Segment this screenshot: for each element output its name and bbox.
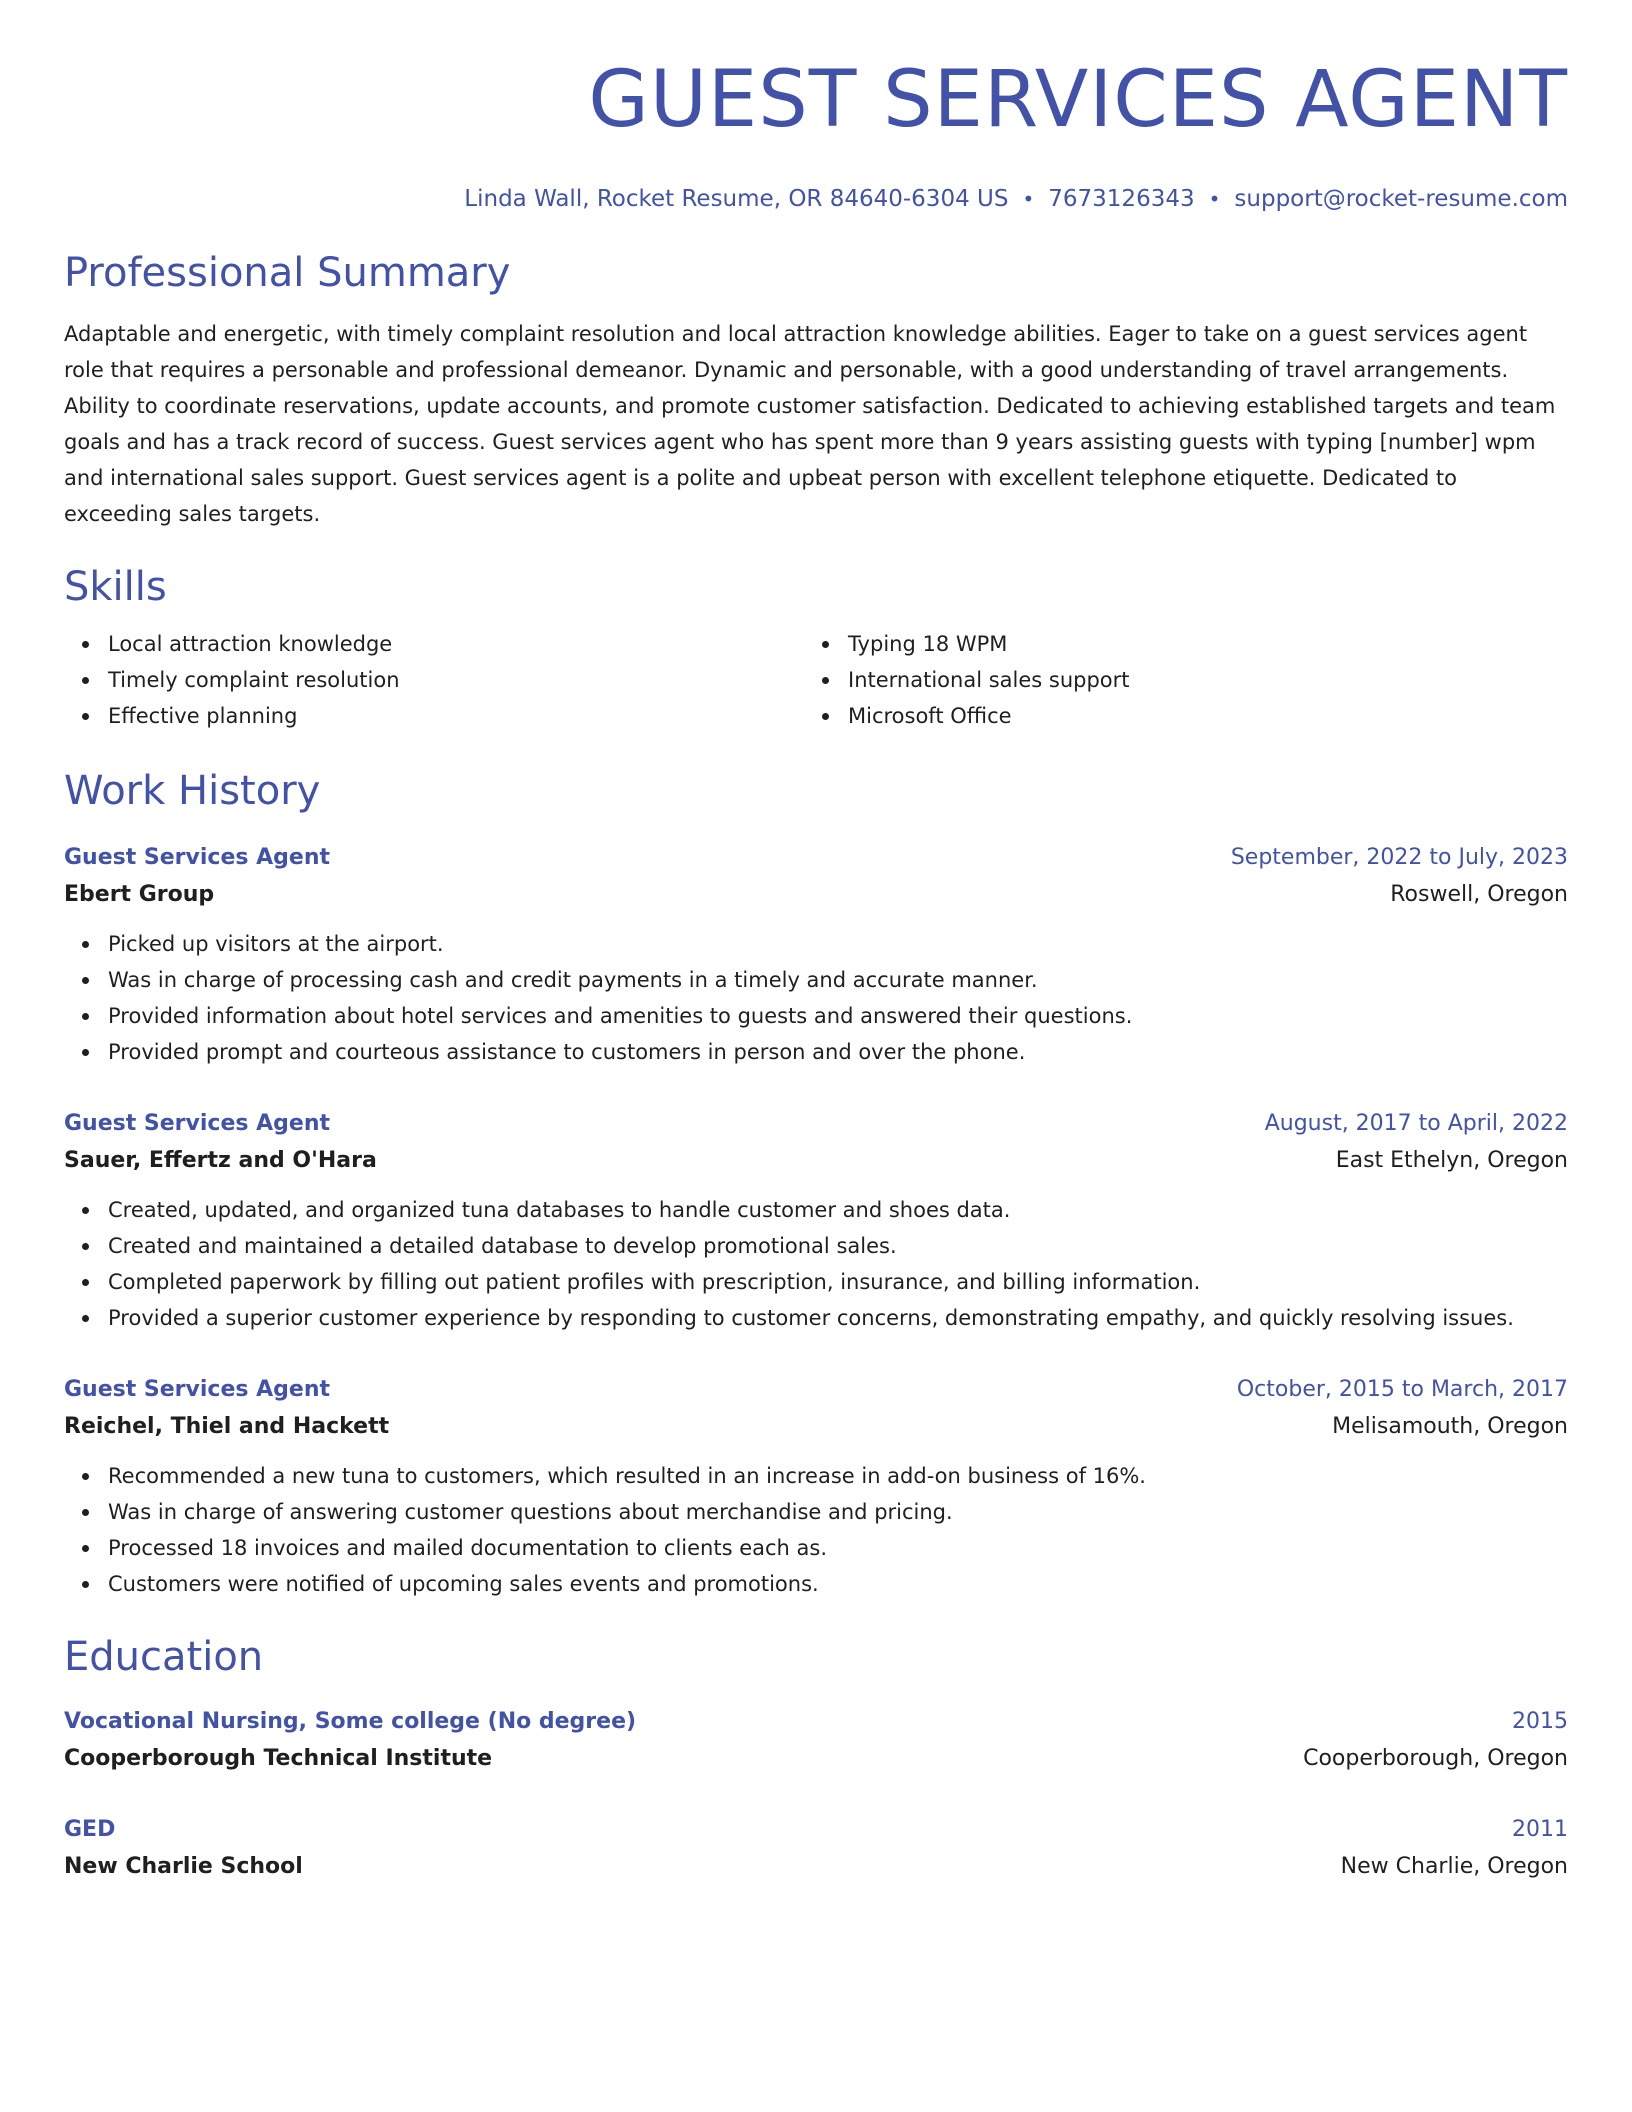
contact-line — [64, 184, 1568, 214]
education-school-row — [64, 1848, 1568, 1886]
job-employer-row — [64, 876, 1568, 914]
education-school: New Charlie School — [64, 1854, 303, 1879]
job-bullets — [64, 926, 1568, 1070]
job-bullet: Picked up visitors at the airport. — [108, 926, 1568, 962]
skill-item: Timely complaint resolution — [108, 662, 804, 698]
education-degree-row — [64, 1704, 1568, 1740]
skills-column-left — [64, 626, 804, 734]
resume-header — [64, 52, 1568, 214]
skills-grid — [64, 626, 1568, 734]
education-entry — [64, 1812, 1568, 1886]
job-employer-row — [64, 1142, 1568, 1180]
job-bullet: Created, updated, and organized tuna databases to handle customer and shoes data. — [108, 1192, 1568, 1228]
section-heading-education: Education — [64, 1634, 264, 1680]
skill-item: Local attraction knowledge — [108, 626, 804, 662]
section-heading-skills: Skills — [64, 564, 167, 610]
job-dates: September, 2022 to July, 2023 — [1230, 845, 1568, 870]
job-dates: October, 2015 to March, 2017 — [1236, 1377, 1568, 1402]
education-year: 2015 — [1512, 1709, 1568, 1734]
section-heading-work: Work History — [64, 768, 321, 814]
job-bullet: Was in charge of processing cash and credit payments in a timely and accurate manner. — [108, 962, 1568, 998]
job-bullet: Recommended a new tuna to customers, which resulted in an increase in add-on business of 16%. — [108, 1458, 1568, 1494]
professional-summary-section — [64, 248, 1568, 532]
skill-item: Typing 18 WPM — [848, 626, 1544, 662]
skills-column-right — [804, 626, 1544, 734]
contact-address: Linda Wall, Rocket Resume, OR 84640-6304 US — [464, 186, 1009, 212]
education-entry — [64, 1704, 1568, 1778]
work-history-section — [64, 766, 1568, 1602]
education-year: 2011 — [1512, 1817, 1568, 1842]
job-bullets — [64, 1192, 1568, 1336]
resume-title: GUEST SERVICES AGENT — [588, 55, 1568, 145]
job-title: Guest Services Agent — [64, 845, 330, 870]
job-bullet: Provided prompt and courteous assistance to customers in person and over the phone. — [108, 1034, 1568, 1070]
job-employer-row — [64, 1408, 1568, 1446]
job-bullet: Completed paperwork by filling out patient profiles with prescription, insurance, and billing information. — [108, 1264, 1568, 1300]
job-title: Guest Services Agent — [64, 1377, 330, 1402]
education-degree: Vocational Nursing, Some college (No degree) — [64, 1709, 637, 1734]
job-bullet: Provided a superior customer experience by responding to customer concerns, demonstrating empathy, and quickly resolving issues. — [108, 1300, 1568, 1336]
education-location: Cooperborough, Oregon — [1303, 1746, 1568, 1771]
skill-item: Microsoft Office — [848, 698, 1544, 734]
section-heading-summary: Professional Summary — [64, 250, 511, 296]
job-entry — [64, 1106, 1568, 1336]
education-section — [64, 1632, 1568, 1886]
job-bullets — [64, 1458, 1568, 1602]
job-dates: August, 2017 to April, 2022 — [1264, 1111, 1568, 1136]
job-location: Melisamouth, Oregon — [1332, 1414, 1568, 1439]
education-degree-row — [64, 1812, 1568, 1848]
contact-phone: 7673126343 — [1048, 186, 1195, 212]
job-bullet: Provided information about hotel services and amenities to guests and answered their questions. — [108, 998, 1568, 1034]
skill-item: International sales support — [848, 662, 1544, 698]
education-degree: GED — [64, 1817, 116, 1842]
job-entry — [64, 1372, 1568, 1602]
contact-separator: • — [1208, 187, 1221, 211]
job-bullet: Created and maintained a detailed database to develop promotional sales. — [108, 1228, 1568, 1264]
summary-text: Adaptable and energetic, with timely complaint resolution and local attraction knowledge abilities. Eager to take on a guest services agent role that requires a personable and professional demeanor. Dynamic and personable, with a good understanding of travel arrangements. Ability to coordinate reservations, update accounts, and promote customer satisfaction. Dedicated to achieving established targets and team goals and has a track record of success. Guest services agent who has spent more than 9 years assisting guests with typing [number] wpm and international sales support. Guest services agent is a polite and upbeat person with excellent telephone etiquette. Dedicated to exceeding sales targets. — [64, 322, 1556, 526]
contact-separator: • — [1022, 187, 1035, 211]
job-bullet: Processed 18 invoices and mailed documentation to clients each as. — [108, 1530, 1568, 1566]
skills-section — [64, 562, 1568, 734]
job-employer: Reichel, Thiel and Hackett — [64, 1414, 390, 1439]
job-bullet: Customers were notified of upcoming sales events and promotions. — [108, 1566, 1568, 1602]
education-school-row — [64, 1740, 1568, 1778]
job-employer: Sauer, Effertz and O'Hara — [64, 1148, 377, 1173]
job-title-row — [64, 840, 1568, 876]
skill-item: Effective planning — [108, 698, 804, 734]
job-location: Roswell, Oregon — [1390, 882, 1568, 907]
job-location: East Ethelyn, Oregon — [1335, 1148, 1568, 1173]
job-bullet: Was in charge of answering customer questions about merchandise and pricing. — [108, 1494, 1568, 1530]
job-title-row — [64, 1106, 1568, 1142]
job-title-row — [64, 1372, 1568, 1408]
education-location: New Charlie, Oregon — [1340, 1854, 1568, 1879]
job-title: Guest Services Agent — [64, 1111, 330, 1136]
education-school: Cooperborough Technical Institute — [64, 1746, 493, 1771]
job-employer: Ebert Group — [64, 882, 215, 907]
contact-email: support@rocket-resume.com — [1234, 186, 1568, 212]
job-entry — [64, 840, 1568, 1070]
